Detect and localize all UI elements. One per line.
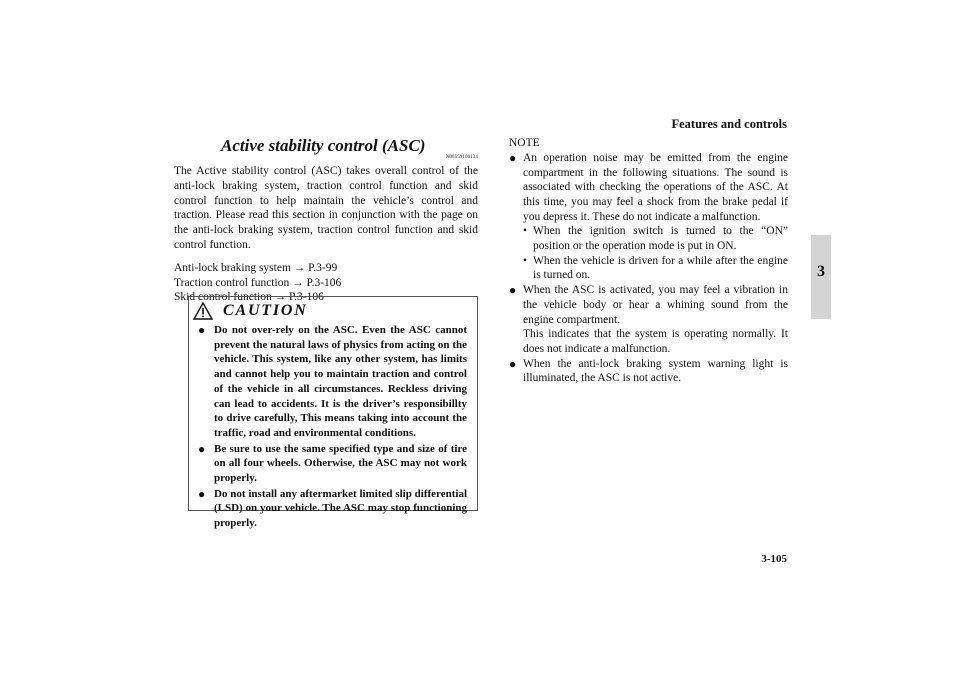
caution-item [199,442,467,486]
section-title: Active stability control (ASC) [221,136,426,155]
caution-item-text: Do not over-rely on the ASC. Even the ASC cannot prevent the natural laws of physics from acting on the vehicle. This system, like any other system, has limits and cannot help you to maintain traction and control of the vehicle in all circumstances. Reckless driving can lead to accidents. It is the driver’s responsibillty to drive carefully, This means taking into account the traffic, road and environmental conditions. [214,324,467,439]
bullet-icon: ● [509,356,517,371]
sub-bullet-icon: • [523,254,528,267]
note-item [509,151,788,283]
note-item [509,283,788,357]
right-column [509,136,788,386]
caution-item [199,487,467,531]
warning-triangle-icon [193,302,213,320]
note-item-text: This indicates that the system is operating normally. It does not indicate a malfunction. [523,328,788,355]
note-subitem [523,254,788,283]
chapter-tab [811,235,831,319]
note-item-text: When the ASC is activated, you may feel a vibration in the vehicle body or hear a whining sound from the engine compartment. [523,284,788,326]
note-item-text: An operation noise may be emitted from the engine compartment in the following situations. The sound is associated with checking the operations of the ASC. At this time, you may feel a shock from the brake pedal if you depress it. These do not indicate a malfunction. [523,151,788,223]
caution-box [188,296,478,530]
caution-item-text: Be sure to use the same specified type and size of tire on all four wheels. Otherwise, the ASC may not work properly. [214,442,467,485]
note-subitem [523,224,788,253]
note-subitem-text: When the vehicle is driven for a while after the engine is turned on. [533,254,788,282]
caution-item [199,323,467,441]
bullet-icon: ● [198,323,206,337]
caution-item-text: Do not install any aftermarket limited slip differential (LSD) on your vehicle. The ASC may stop functioning properly. [214,487,467,530]
bullet-icon: ● [509,150,517,165]
note-item-text: When the anti-lock braking system warning light is illuminated, the ASC is not active. [523,357,788,385]
note-subitem-text: When the ignition switch is turned to the “ON” position or the operation mode is put in ON. [533,225,788,253]
bullet-icon: ● [198,441,206,456]
chapter-number: 3 [817,263,825,280]
bullet-icon: ● [198,486,206,501]
left-column [174,136,478,305]
reference-item: Traction control function → P.3-106 [174,276,342,289]
document-code: N00559100134 [445,155,478,160]
reference-item: Anti-lock braking system → P.3-99 [174,261,338,274]
note-item [509,357,788,386]
intro-paragraph: The Active stability control (ASC) takes overall control of the anti-lock braking system, traction control function and skid control function to help maintain the vehicle’s control and traction. Please read this section in conjunction with the page on the anti-lock braking system, traction control function and skid control function. [174,165,478,251]
sub-bullet-icon: • [523,225,528,238]
running-header: Features and controls [671,117,787,131]
note-label: NOTE [509,137,540,149]
page-number: 3-105 [761,553,787,565]
caution-title: CAUTION [223,302,308,319]
bullet-icon: ● [509,283,517,298]
reference-item: Skid control function → P.3-106 [174,291,324,304]
caution-header [199,300,467,322]
